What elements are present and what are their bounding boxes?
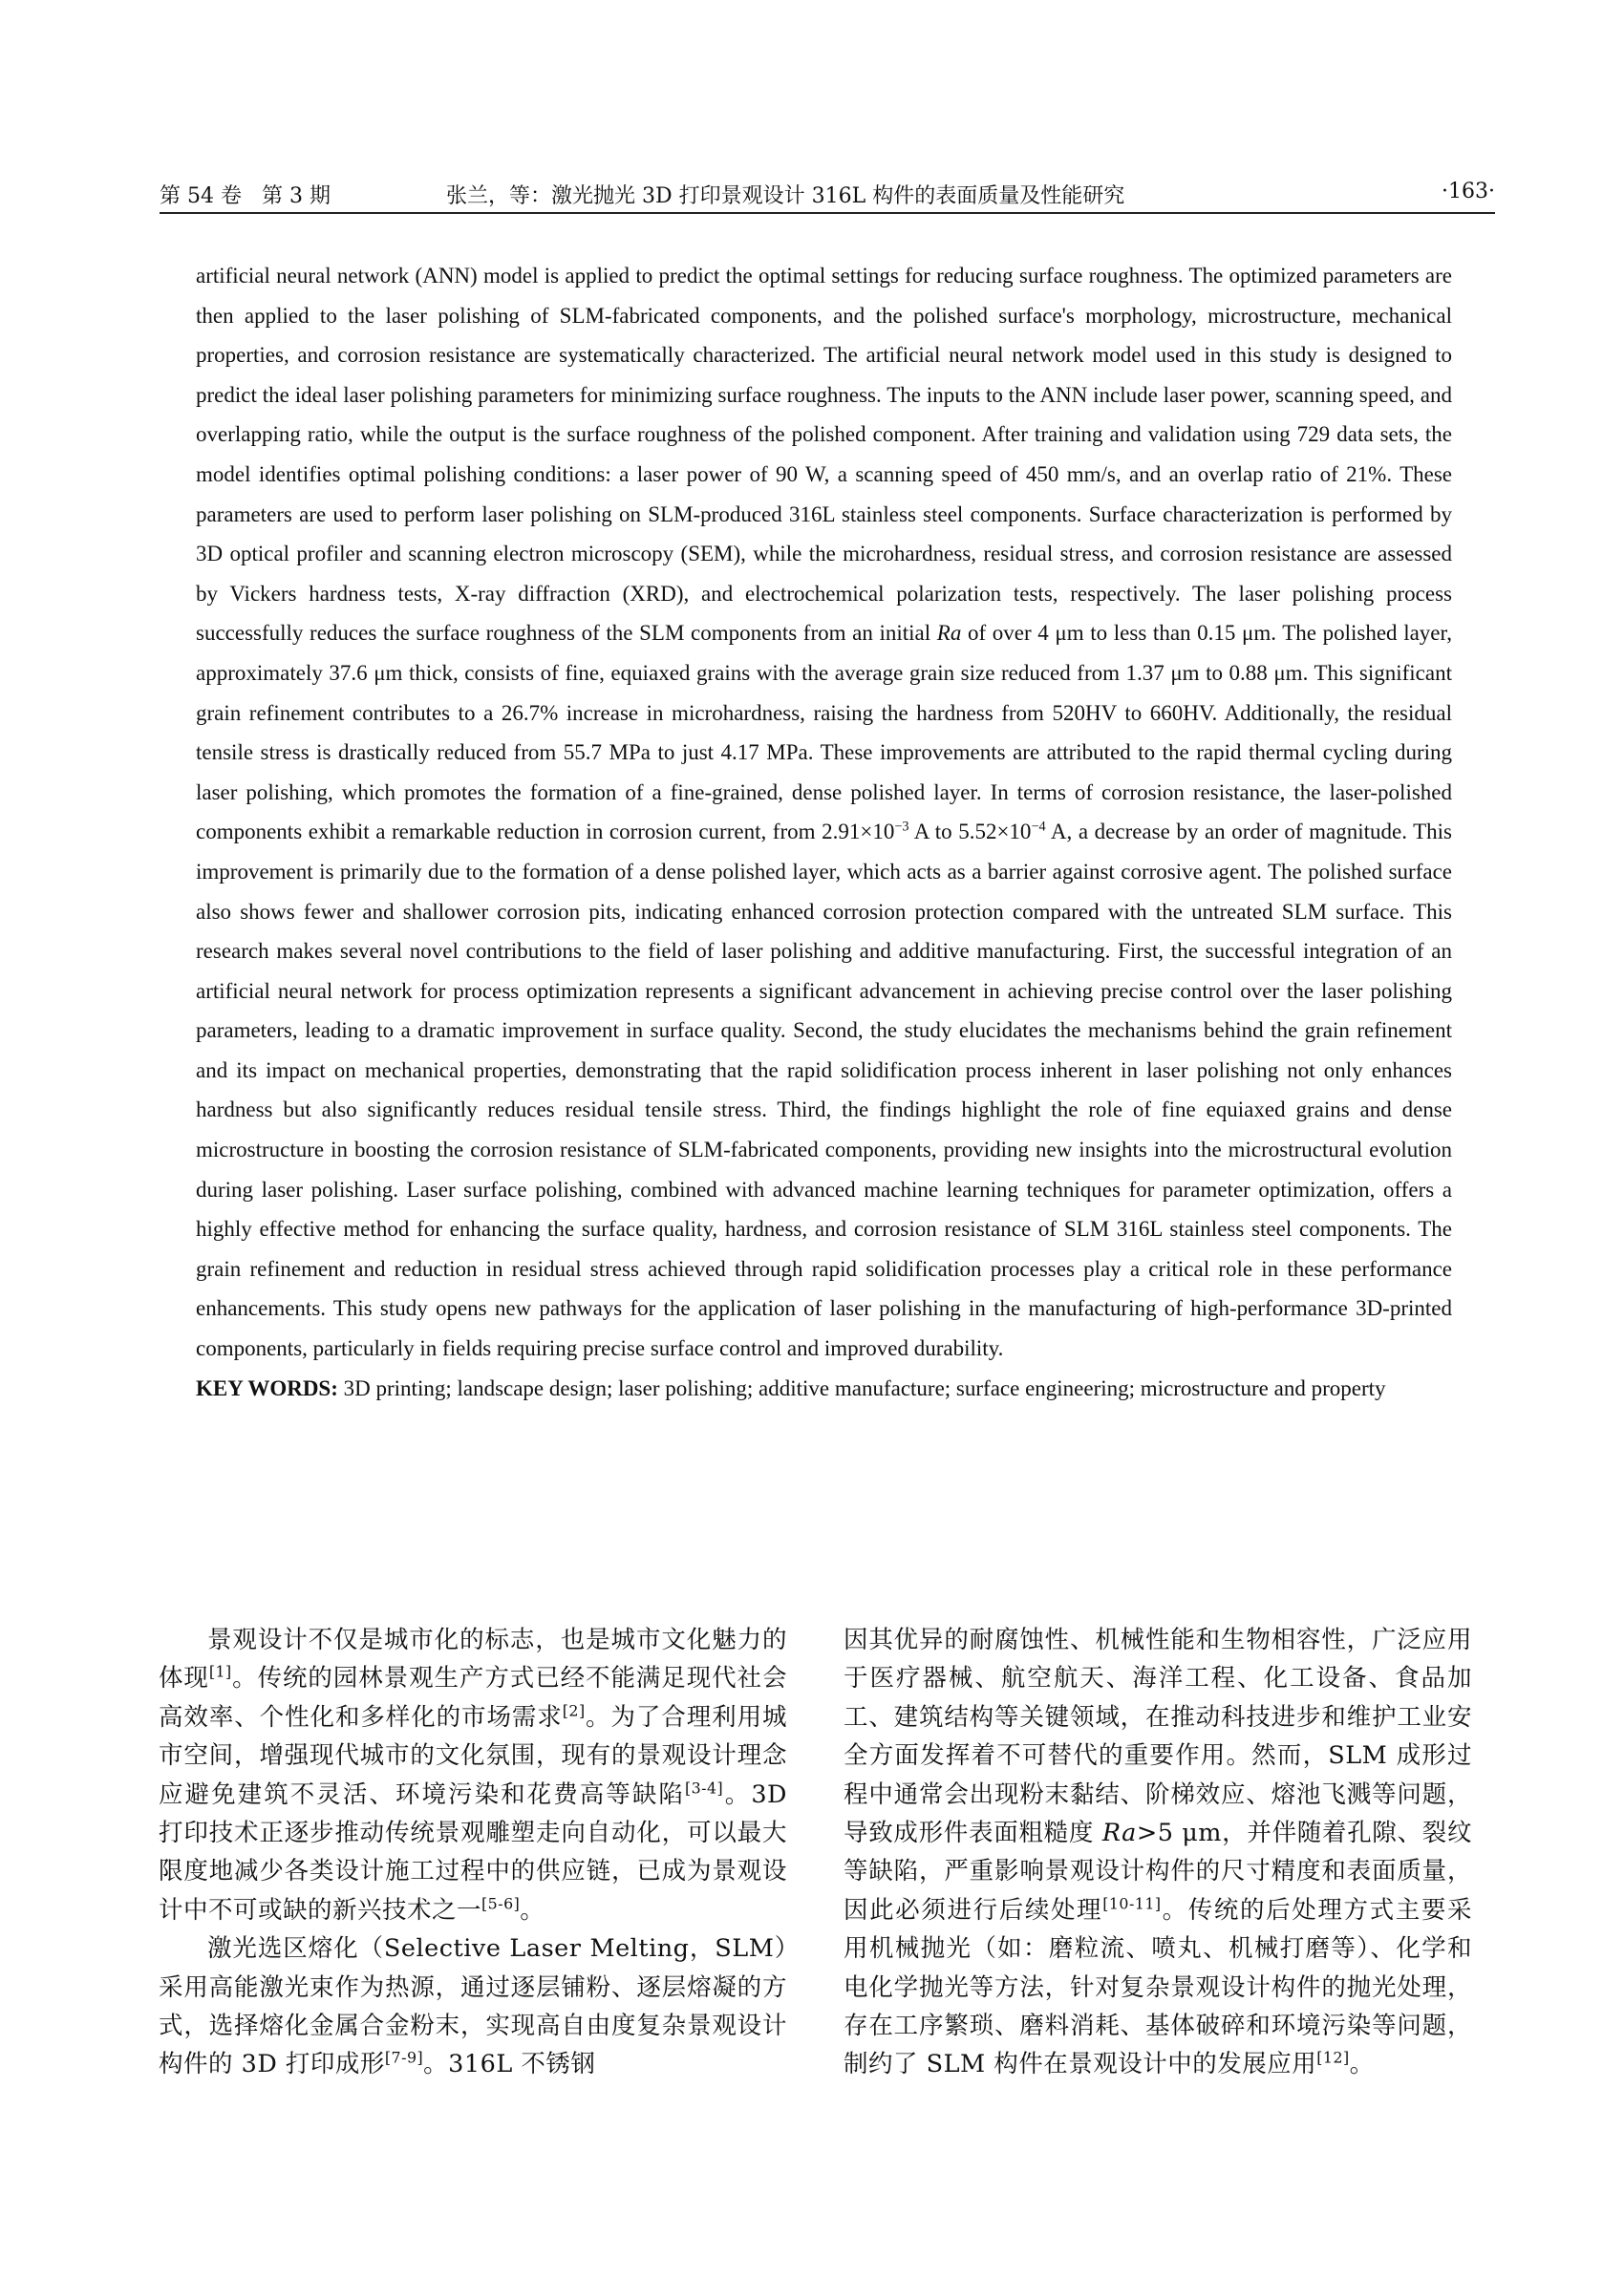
header-rule [160,212,1495,214]
keywords-text: 3D printing; landscape design; laser polishing; additive manufacture; surface engineering; microstructure and property [337,1375,1386,1400]
ra-symbol: Ra [1101,1819,1137,1848]
body-column-right [844,1621,1472,2084]
body-paragraph-2-start: 激光选区熔化（Selective Laser Melting，SLM）采用高能激光束作为热源，通过逐层铺粉、逐层熔凝的方式，选择熔化金属合金粉末，实现高自由度复杂景观设计构件的 3D 打印成形[7-9]。316L 不锈钢 [159,1934,787,2079]
body-paragraph-1: 景观设计不仅是城市化的标志，也是城市文化魅力的体现[1]。传统的园林景观生产方式已经不能满足现代社会高效率、个性化和多样化的市场需求[2]。为了合理利用城市空间，增强现代城市的文化氛围，现有的景观设计理念应避免建筑不灵活、环境污染和花费高等缺陷[3-4]。3D 打印技术正逐步推动传统景观雕塑走向自动化，可以最大限度地减少各类设计施工过程中的供应链，已成为景观设计中不可或缺的新兴技术之一[5-6]。 [159,1626,787,1925]
keywords [196,1369,1452,1409]
page-number: ·163· [1442,180,1495,203]
running-title: 张兰，等：激光抛光 3D 打印景观设计 316L 构件的表面质量及性能研究 [446,184,1125,208]
citation: [3-4] [684,1779,724,1798]
citation: [10-11] [1102,1894,1162,1913]
abstract-text: artificial neural network (ANN) model is applied to predict the optimal settings for reducing surface roughness. The optimized parameters are then applied to the laser polishing of SLM-fabricated components, and the polished surface's morphology, microstructure, mechanical properties, and corrosion resistance are systematically characterized. The artificial neural network model used in this study is designed to predict the ideal laser polishing parameters for minimizing surface roughness. The inputs to the ANN include laser power, scanning speed, and overlapping ratio, while the output is the surface roughness of the polished component. After training and validation using 729 data sets, the model identifies optimal polishing conditions: a laser power of 90 W, a scanning speed of 450 mm/s, and an overlap ratio of 21%. These parameters are used to perform laser polishing on SLM-produced 316L stainless steel components. Surface characterization is performed by 3D optical profiler and scanning electron microscopy (SEM), while the microhardness, residual stress, and corrosion resistance are assessed by Vickers hardness tests, X-ray diffraction (XRD), and electrochemical polarization tests, respectively. The laser polishing process successfully reduces the surface roughness of the SLM components from an initial Ra of over 4 μm to less than 0.15 μm. The polished layer, approximately 37.6 μm thick, consists of fine, equiaxed grains with the average grain size reduced from 1.37 μm to 0.88 μm. This significant grain refinement contributes to a 26.7% increase in microhardness, raising the hardness from 520HV to 660HV. Additionally, the residual tensile stress is drastically reduced from 55.7 MPa to just 4.17 MPa. These improvements are attributed to the rapid thermal cycling during laser polishing, which promotes the formation of a fine-grained, dense polished layer. In terms of corrosion resistance, the laser-polished components exhibit a remarkable reduction in corrosion current, from $2.91\times 10^{-3}$ A to $5.52\times 10^{-4}$ A, a decrease by an order of magnitude. This improvement is primarily due to the formation of a dense polished layer, which acts as a barrier against corrosive agent. The polished surface also shows fewer and shallower corrosion pits, indicating enhanced corrosion protection compared with the untreated SLM surface. This research makes several novel contributions to the field of laser polishing and additive manufacturing. First, the successful integration of an artificial neural network for process optimization represents a significant advancement in achieving precise control over the laser polishing parameters, leading to a dramatic improvement in surface quality. Second, the study elucidates the mechanisms behind the grain refinement and its impact on mechanical properties, demonstrating that the rapid solidification process inherent in laser polishing not only enhances hardness but also significantly reduces residual tensile stress. Third, the findings highlight the role of fine equiaxed grains and dense microstructure in boosting the corrosion resistance of SLM-fabricated components, providing new insights into the microstructural evolution during laser polishing. Laser surface polishing, combined with advanced machine learning techniques for parameter optimization, offers a highly effective method for enhancing the surface quality, hardness, and corrosion resistance of SLM 316L stainless steel components. The grain refinement and reduction in residual stress achieved through rapid solidification processes play a critical role in these performance enhancements. This study opens new pathways for the application of laser polishing in the manufacturing of high-performance 3D-printed components, particularly in fields requiring precise surface control and improved durability. [196,264,1452,1361]
english-abstract [196,256,1452,1408]
journal-issue: 第 54 卷 第 3 期 [160,184,331,208]
citation: [1] [208,1662,232,1681]
ra-symbol: Ra [936,621,962,646]
citation: [12] [1316,2048,1350,2067]
body-paragraph-2-cont: 因其优异的耐腐蚀性、机械性能和生物相容性，广泛应用于医疗器械、航空航天、海洋工程、化工设备、食品加工、建筑结构等关键领域，在推动科技进步和维护工业安全方面发挥着不可替代的重要作用。然而，SLM 成形过程中通常会出现粉末黏结、阶梯效应、熔池飞溅等问题，导致成形件表面粗糙度 Ra>5 μm，并伴随着孔隙、裂纹等缺陷，严重影响景观设计构件的尺寸精度和表面质量，因此必须进行后续处理[10-11]。传统的后处理方式主要采用机械抛光（如：磨粒流、喷丸、机械打磨等）、化学和电化学抛光等方法，针对复杂景观设计构件的抛光处理，存在工序繁琐、磨料消耗、基体破碎和环境污染等问题，制约了 SLM 构件在景观设计中的发展应用[12]。 [844,1626,1472,2079]
running-header [160,168,1495,216]
citation: [5-6] [481,1894,521,1913]
keywords-label: KEY WORDS: [196,1375,338,1400]
citation: [2] [562,1701,586,1720]
body-column-left [159,1621,787,2084]
citation: [7-9] [384,2048,424,2067]
